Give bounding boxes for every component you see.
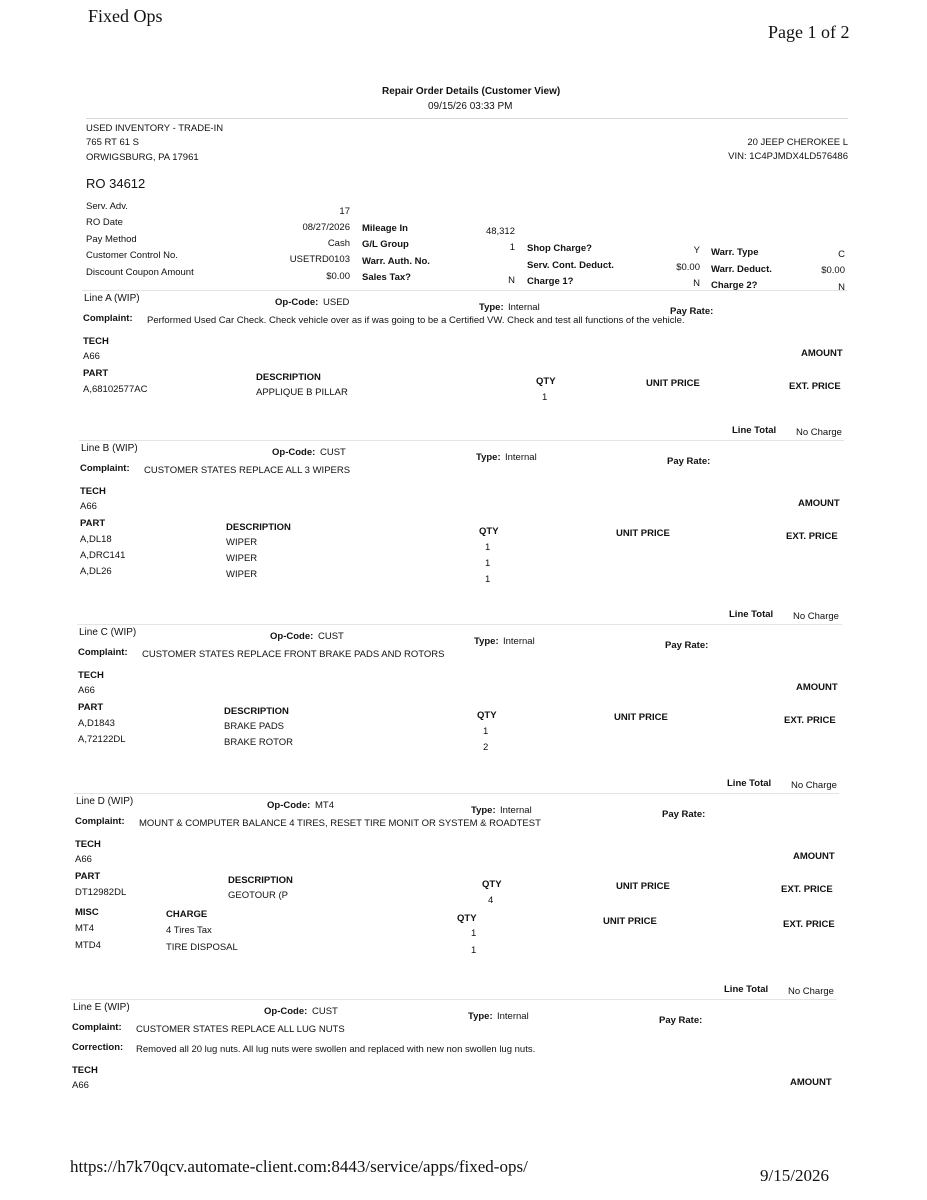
charge2-value: N bbox=[838, 282, 845, 293]
opcode-value: CUST bbox=[312, 1006, 338, 1017]
pay-rate-label: Pay Rate: bbox=[659, 1015, 703, 1026]
qty-header: QTY bbox=[482, 879, 502, 890]
pay-method-value: Cash bbox=[327, 238, 350, 249]
pay-method-label: Pay Method bbox=[86, 234, 137, 245]
correction-text: Removed all 20 lug nuts. All lug nuts were swollen and replaced with new non swollen lug nuts. bbox=[136, 1044, 536, 1055]
footer-url: https://h7k70qcv.automate-client.com:8443/service/apps/fixed-ops/ bbox=[70, 1157, 528, 1176]
misc-qty: 1 bbox=[471, 945, 477, 956]
line-name: Line C (WIP) bbox=[79, 627, 137, 638]
divider bbox=[86, 118, 848, 119]
line-total-value: No Charge bbox=[788, 986, 834, 997]
report-timestamp: 09/15/26 03:33 PM bbox=[428, 101, 513, 112]
serv-cont-label: Serv. Cont. Deduct. bbox=[527, 260, 614, 271]
complaint-text: Performed Used Car Check. Check vehicle over as if was going to be a Certified VW. Check and test all functions of the vehicle. bbox=[147, 315, 685, 326]
pay-rate-label: Pay Rate: bbox=[662, 809, 706, 820]
ext-price-header: EXT. PRICE bbox=[789, 381, 841, 392]
type-label: Type: bbox=[471, 805, 496, 816]
part-number: A,DL18 bbox=[80, 534, 112, 545]
charge1-value: N bbox=[693, 278, 700, 289]
part-description: WIPER bbox=[226, 537, 258, 548]
customer-address: 765 RT 61 S bbox=[86, 137, 139, 148]
charge2-label: Charge 2? bbox=[711, 280, 758, 291]
report-title: Repair Order Details (Customer View) bbox=[382, 86, 561, 97]
description-header: DESCRIPTION bbox=[224, 706, 289, 717]
amount-label: AMOUNT bbox=[790, 1077, 832, 1088]
part-header: PART bbox=[75, 871, 101, 882]
type-label: Type: bbox=[468, 1011, 493, 1022]
complaint-label: Complaint: bbox=[75, 816, 125, 827]
gl-group-value: 1 bbox=[509, 242, 515, 253]
serv-adv-value: 17 bbox=[339, 206, 350, 217]
pay-rate-label: Pay Rate: bbox=[670, 306, 714, 317]
misc-qty: 1 bbox=[471, 928, 477, 939]
unit-price-header: UNIT PRICE bbox=[616, 881, 670, 892]
part-number: A,DL26 bbox=[80, 566, 112, 577]
opcode-label: Op-Code: bbox=[264, 1006, 308, 1017]
part-header: PART bbox=[83, 368, 109, 379]
misc-charge: TIRE DISPOSAL bbox=[166, 942, 238, 953]
part-description: BRAKE PADS bbox=[224, 721, 285, 732]
misc-header: MISC bbox=[75, 907, 99, 918]
part-header: PART bbox=[78, 702, 104, 713]
type-label: Type: bbox=[476, 452, 501, 463]
opcode-label: Op-Code: bbox=[267, 800, 311, 811]
qty-header: QTY bbox=[479, 526, 499, 537]
amount-label: AMOUNT bbox=[796, 682, 838, 693]
complaint-text: MOUNT & COMPUTER BALANCE 4 TIRES, RESET TIRE MONIT OR SYSTEM & ROADTEST bbox=[139, 818, 541, 829]
opcode-value: MT4 bbox=[315, 800, 334, 811]
sales-tax-label: Sales Tax? bbox=[362, 272, 411, 283]
type-value: Internal bbox=[505, 452, 537, 463]
misc-unit-price-header: UNIT PRICE bbox=[603, 916, 657, 927]
line-total-value: No Charge bbox=[791, 780, 837, 791]
warr-type-label: Warr. Type bbox=[711, 247, 759, 258]
pay-rate-label: Pay Rate: bbox=[665, 640, 709, 651]
vehicle-description: 20 JEEP CHEROKEE L bbox=[747, 137, 848, 148]
line-divider bbox=[71, 999, 836, 1000]
part-number: A,68102577AC bbox=[83, 384, 148, 395]
misc-qty-header: QTY bbox=[457, 913, 477, 924]
description-header: DESCRIPTION bbox=[256, 372, 321, 383]
ext-price-header: EXT. PRICE bbox=[786, 531, 838, 542]
ro-date-value: 08/27/2026 bbox=[302, 222, 350, 233]
page-indicator: Page 1 of 2 bbox=[768, 22, 850, 42]
opcode-label: Op-Code: bbox=[275, 297, 319, 308]
part-number: A,72122DL bbox=[78, 734, 126, 745]
shop-charge-value: Y bbox=[693, 245, 700, 256]
pay-rate-label: Pay Rate: bbox=[667, 456, 711, 467]
complaint-text: CUSTOMER STATES REPLACE ALL LUG NUTS bbox=[136, 1024, 345, 1035]
tech-value: A66 bbox=[83, 351, 100, 362]
line-total-label: Line Total bbox=[732, 425, 777, 436]
complaint-label: Complaint: bbox=[72, 1022, 122, 1033]
part-qty: 1 bbox=[483, 726, 489, 737]
line-name: Line A (WIP) bbox=[84, 293, 140, 304]
tech-label: TECH bbox=[83, 336, 109, 347]
part-qty: 1 bbox=[485, 574, 491, 585]
sales-tax-value: N bbox=[508, 275, 515, 286]
mileage-value: 48,312 bbox=[485, 226, 515, 237]
amount-label: AMOUNT bbox=[801, 348, 843, 359]
part-description: WIPER bbox=[226, 553, 258, 564]
line-name: Line B (WIP) bbox=[81, 443, 138, 454]
type-value: Internal bbox=[503, 636, 535, 647]
line-total-label: Line Total bbox=[729, 609, 774, 620]
serv-adv-label: Serv. Adv. bbox=[86, 201, 128, 212]
customer-city: ORWIGSBURG, PA 17961 bbox=[86, 152, 199, 163]
tech-value: A66 bbox=[78, 685, 95, 696]
opcode-value: CUST bbox=[318, 631, 344, 642]
warr-deduct-label: Warr. Deduct. bbox=[711, 264, 772, 275]
opcode-label: Op-Code: bbox=[270, 631, 314, 642]
complaint-label: Complaint: bbox=[80, 463, 130, 474]
line-total-value: No Charge bbox=[796, 427, 842, 438]
part-description: WIPER bbox=[226, 569, 258, 580]
type-label: Type: bbox=[474, 636, 499, 647]
tech-value: A66 bbox=[72, 1080, 89, 1091]
coupon-value: $0.00 bbox=[326, 271, 350, 282]
line-divider bbox=[79, 440, 844, 441]
part-qty: 2 bbox=[483, 742, 489, 753]
coupon-label: Discount Coupon Amount bbox=[86, 267, 194, 278]
type-value: Internal bbox=[500, 805, 532, 816]
part-header: PART bbox=[80, 518, 106, 529]
part-description: GEOTOUR (P bbox=[228, 890, 288, 901]
line-total-label: Line Total bbox=[727, 778, 772, 789]
ro-number: RO 34612 bbox=[86, 176, 146, 191]
type-value: Internal bbox=[497, 1011, 529, 1022]
qty-header: QTY bbox=[536, 376, 556, 387]
opcode-label: Op-Code: bbox=[272, 447, 316, 458]
amount-label: AMOUNT bbox=[793, 851, 835, 862]
part-qty: 1 bbox=[485, 558, 491, 569]
warr-auth-label: Warr. Auth. No. bbox=[362, 256, 430, 267]
customer-name: USED INVENTORY - TRADE-IN bbox=[86, 123, 224, 134]
part-description: BRAKE ROTOR bbox=[224, 737, 293, 748]
line-divider bbox=[74, 793, 839, 794]
charge-header: CHARGE bbox=[166, 909, 208, 920]
description-header: DESCRIPTION bbox=[226, 522, 291, 533]
opcode-value: USED bbox=[323, 297, 350, 308]
type-label: Type: bbox=[479, 302, 504, 313]
ro-date-label: RO Date bbox=[86, 217, 123, 228]
control-no-value: USETRD0103 bbox=[289, 254, 350, 265]
complaint-text: CUSTOMER STATES REPLACE FRONT BRAKE PADS AND ROTORS bbox=[142, 649, 445, 660]
qty-header: QTY bbox=[477, 710, 497, 721]
tech-value: A66 bbox=[75, 854, 92, 865]
misc-code: MTD4 bbox=[75, 940, 101, 951]
correction-label: Correction: bbox=[72, 1042, 124, 1053]
vehicle-vin: VIN: 1C4PJMDX4LD576486 bbox=[728, 151, 848, 162]
complaint-label: Complaint: bbox=[78, 647, 128, 658]
misc-code: MT4 bbox=[75, 923, 94, 934]
ext-price-header: EXT. PRICE bbox=[784, 715, 836, 726]
shop-charge-label: Shop Charge? bbox=[527, 243, 592, 254]
line-divider bbox=[77, 624, 842, 625]
line-total-label: Line Total bbox=[724, 984, 769, 995]
line-total-value: No Charge bbox=[793, 611, 839, 622]
line-divider bbox=[82, 290, 847, 291]
part-number: A,D1843 bbox=[78, 718, 115, 729]
part-qty: 4 bbox=[488, 895, 494, 906]
unit-price-header: UNIT PRICE bbox=[616, 528, 670, 539]
tech-label: TECH bbox=[78, 670, 104, 681]
warr-deduct-value: $0.00 bbox=[821, 265, 845, 276]
description-header: DESCRIPTION bbox=[228, 875, 293, 886]
ext-price-header: EXT. PRICE bbox=[781, 884, 833, 895]
part-number: DT12982DL bbox=[75, 887, 127, 898]
serv-cont-value: $0.00 bbox=[676, 262, 700, 273]
misc-charge: 4 Tires Tax bbox=[166, 925, 212, 936]
type-value: Internal bbox=[508, 302, 540, 313]
opcode-value: CUST bbox=[320, 447, 346, 458]
amount-label: AMOUNT bbox=[798, 498, 840, 509]
part-description: APPLIQUE B PILLAR bbox=[256, 387, 348, 398]
complaint-label: Complaint: bbox=[83, 313, 133, 324]
footer-date: 9/15/2026 bbox=[760, 1166, 829, 1185]
part-qty: 1 bbox=[542, 392, 548, 403]
mileage-label: Mileage In bbox=[362, 223, 408, 234]
part-qty: 1 bbox=[485, 542, 491, 553]
line-name: Line E (WIP) bbox=[73, 1002, 130, 1013]
line-name: Line D (WIP) bbox=[76, 796, 134, 807]
tech-label: TECH bbox=[72, 1065, 98, 1076]
unit-price-header: UNIT PRICE bbox=[614, 712, 668, 723]
app-name: Fixed Ops bbox=[88, 6, 163, 26]
tech-value: A66 bbox=[80, 501, 97, 512]
complaint-text: CUSTOMER STATES REPLACE ALL 3 WIPERS bbox=[144, 465, 351, 476]
warr-type-value: C bbox=[838, 249, 845, 260]
charge1-label: Charge 1? bbox=[527, 276, 574, 287]
unit-price-header: UNIT PRICE bbox=[646, 378, 700, 389]
tech-label: TECH bbox=[75, 839, 101, 850]
part-number: A,DRC141 bbox=[80, 550, 126, 561]
misc-ext-price-header: EXT. PRICE bbox=[783, 919, 835, 930]
gl-group-label: G/L Group bbox=[362, 239, 409, 250]
tech-label: TECH bbox=[80, 486, 106, 497]
control-no-label: Customer Control No. bbox=[86, 250, 178, 261]
